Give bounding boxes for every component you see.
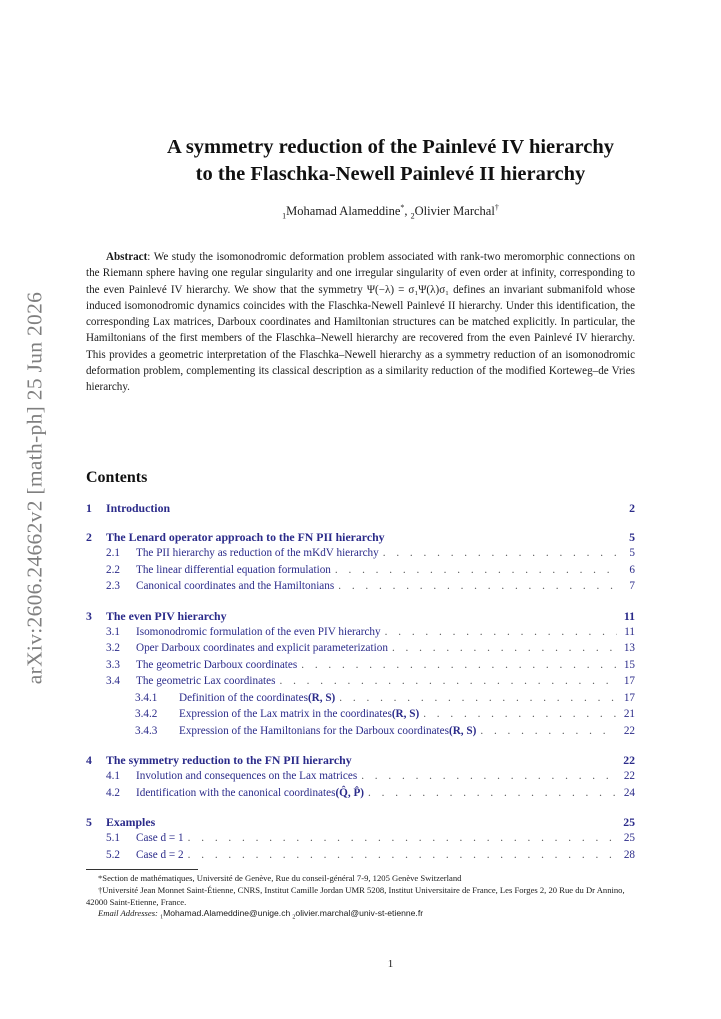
title-line-1: A symmetry reduction of the Painlevé IV hierarchy: [167, 136, 614, 158]
toc-page: 11: [624, 625, 635, 638]
footnote-emails: [86, 908, 635, 925]
toc-section-2[interactable]: [86, 530, 635, 547]
email-1[interactable]: Mohamad.Alameddine@unige.ch: [163, 908, 291, 919]
toc-title: Expression of the Hamiltonians for the Darboux coordinates: [179, 724, 449, 737]
toc-section-1[interactable]: [86, 501, 635, 518]
toc-number: 2: [86, 530, 92, 544]
toc-subsubsection-3-4-2[interactable]: [86, 708, 635, 725]
toc-number: 2.2: [106, 563, 120, 576]
toc-page: 17: [623, 675, 635, 687]
toc-subsection-3-3[interactable]: [86, 659, 635, 676]
author-1-name: Mohamad Alameddine: [286, 204, 401, 219]
toc-title: Isomonodromic formulation of the even PIV hierarchy: [136, 625, 381, 638]
footnote-affiliation-2: †Université Jean Monnet Saint-Étienne, CNRS, Institut Camille Jordan UMR 5208, Institut Universitaire de France, Les Forges 2, 20 Rue du Dr Annino, 42000 Saint-Etienne, France.: [86, 884, 625, 907]
toc-section-3[interactable]: [86, 609, 635, 626]
toc-page: 25: [623, 815, 635, 829]
email-label: Email Addresses:: [98, 908, 161, 919]
toc-title: Definition of the coordinates: [179, 691, 308, 704]
toc-subsection-4-2[interactable]: [86, 787, 635, 804]
author-separator: ,: [404, 204, 411, 219]
page-number: 1: [387, 958, 394, 970]
toc-page: 6: [629, 563, 635, 576]
author-2-index: 2: [410, 211, 415, 221]
toc-page: 7: [629, 580, 635, 592]
toc-number: 4.1: [106, 770, 120, 782]
toc-number: 3.4: [106, 675, 120, 687]
toc-title: Expression of the Lax matrix in the coordinates: [179, 708, 392, 720]
toc-subsection-2-1[interactable]: [86, 547, 635, 564]
toc-page: 11: [623, 608, 635, 623]
toc-page: 22: [623, 724, 635, 737]
toc-page: 22: [623, 770, 635, 782]
toc-subsubsection-3-4-3[interactable]: [86, 725, 635, 742]
toc-number: 3.2: [106, 642, 120, 654]
toc-page: 25: [623, 832, 635, 844]
toc-page: 24: [623, 786, 635, 799]
toc-title: The even PIV hierarchy: [106, 608, 227, 623]
toc-math: (R, S): [391, 708, 420, 720]
toc-subsection-3-2[interactable]: [86, 642, 635, 659]
toc-title: Canonical coordinates and the Hamiltonians: [136, 580, 335, 592]
title-line-2: to the Flaschka-Newell Painlevé II hierarchy: [195, 163, 586, 185]
author-list: [60, 203, 721, 221]
toc-page: 28: [623, 848, 635, 861]
toc-section-4[interactable]: [86, 753, 635, 770]
toc-number: 5.2: [106, 848, 120, 861]
toc-subsection-3-4[interactable]: [86, 675, 635, 692]
paper-title: [60, 134, 721, 188]
toc-number: 2.3: [106, 580, 120, 592]
author-2-mark: †: [494, 203, 499, 212]
toc-title: Oper Darboux coordinates and explicit parameterization: [136, 642, 388, 654]
abstract-text: : We study the isomonodromic deformation problem associated with rank-two meromorphic connections on the Riemann sphere having one regular singularity and one irregular singularity of even order at infinity, corresponding to the even Painlevé IV hierarchy. We show that the symmetry Ψ(−λ) = σ₁Ψ(λ)σ₁ defines an invariant submanifold whose induced isomonodromic dynamics coincides with the Flaschka-Newell Painlevé II hierarchy. Under this identification, the corresponding Lax matrices, Darboux coordinates and Hamiltonian structures can be matched explicitly. In particular, the Hamiltonians of the first members of the Flaschka–Newell hierarchy are recovered from the even Painlevé IV hierarchy. This provides a geometric interpretation of the Flaschka–Newell hierarchy as a symmetry reduction of an isomonodromic deformation problem, complementing its classical description as a similarity reduction of the modified Korteweg–de Vries hierarchy.: [86, 251, 635, 394]
toc-subsection-5-2[interactable]: [86, 849, 635, 866]
footnote-divider: [86, 869, 198, 870]
toc-page: 21: [623, 708, 635, 720]
toc-math: (Q̂, P̂): [335, 786, 365, 799]
email-1-index: 1: [160, 915, 164, 922]
toc-subsection-5-1[interactable]: [86, 832, 635, 849]
author-2-name: Olivier Marchal: [414, 204, 495, 219]
toc-number: 2.1: [106, 547, 120, 559]
toc-subsection-2-2[interactable]: [86, 564, 635, 581]
toc-page: 15: [623, 658, 635, 671]
toc-subsection-2-3[interactable]: [86, 580, 635, 597]
toc-title: Case d = 1: [136, 832, 184, 844]
toc-number: 4: [86, 753, 92, 767]
toc-page: 22: [623, 753, 635, 767]
toc-math: (R, S): [307, 691, 336, 704]
toc-title: Examples: [106, 815, 156, 829]
toc-number: 5: [86, 815, 92, 829]
toc-page: 17: [623, 691, 635, 704]
toc-number: 3.3: [106, 658, 120, 671]
contents-heading: Contents: [86, 469, 148, 486]
toc-subsection-3-1[interactable]: [86, 626, 635, 643]
toc-title: Case d = 2: [136, 848, 184, 861]
toc-title: Introduction: [106, 501, 171, 515]
footnote-affiliation-1: *Section de mathématiques, Université de Genève, Rue du conseil-général 7-9, 1205 Genève Switzerland: [98, 873, 462, 883]
toc-number: 1: [86, 501, 92, 515]
toc-number: 3.1: [106, 625, 120, 638]
email-2-index: 2: [292, 915, 296, 922]
toc-title: The geometric Lax coordinates: [136, 675, 276, 687]
toc-section-5[interactable]: [86, 815, 635, 832]
toc-title: The symmetry reduction to the FN PII hierarchy: [106, 753, 352, 767]
toc-page: 2: [629, 501, 635, 515]
toc-title: The PII hierarchy as reduction of the mKdV hierarchy: [136, 547, 379, 559]
toc-number: 3.4.3: [135, 724, 158, 737]
arxiv-identifier: [14, 288, 56, 688]
toc-title: Identification with the canonical coordinates: [136, 786, 336, 799]
toc-number: 5.1: [106, 832, 120, 844]
toc-page: 13: [623, 642, 635, 654]
footnotes: [86, 873, 635, 925]
email-2[interactable]: olivier.marchal@univ-st-etienne.fr: [295, 908, 424, 919]
abstract-label: Abstract: [106, 251, 148, 263]
toc-page: 5: [629, 547, 635, 559]
toc-number: 4.2: [106, 786, 120, 799]
toc-subsubsection-3-4-1[interactable]: [86, 692, 635, 709]
toc-math: (R, S): [449, 724, 477, 737]
toc-title: The geometric Darboux coordinates: [136, 658, 298, 671]
toc-subsection-4-1[interactable]: [86, 770, 635, 787]
toc-number: 3: [86, 608, 92, 623]
toc-page: 5: [629, 530, 635, 544]
author-1-index: 1: [282, 211, 287, 221]
table-of-contents: [86, 501, 635, 865]
toc-number: 3.4.1: [135, 691, 158, 704]
toc-number: 3.4.2: [135, 708, 158, 720]
toc-title: Involution and consequences on the Lax matrices: [136, 770, 358, 782]
arxiv-identifier-text: arXiv:2606.24662v2 [math-ph] 25 Jun 2026: [22, 291, 47, 685]
toc-title: The linear differential equation formulation: [136, 563, 331, 576]
author-1-mark: *: [400, 203, 405, 212]
toc-title: The Lenard operator approach to the FN PII hierarchy: [106, 530, 385, 544]
abstract: [86, 249, 635, 396]
